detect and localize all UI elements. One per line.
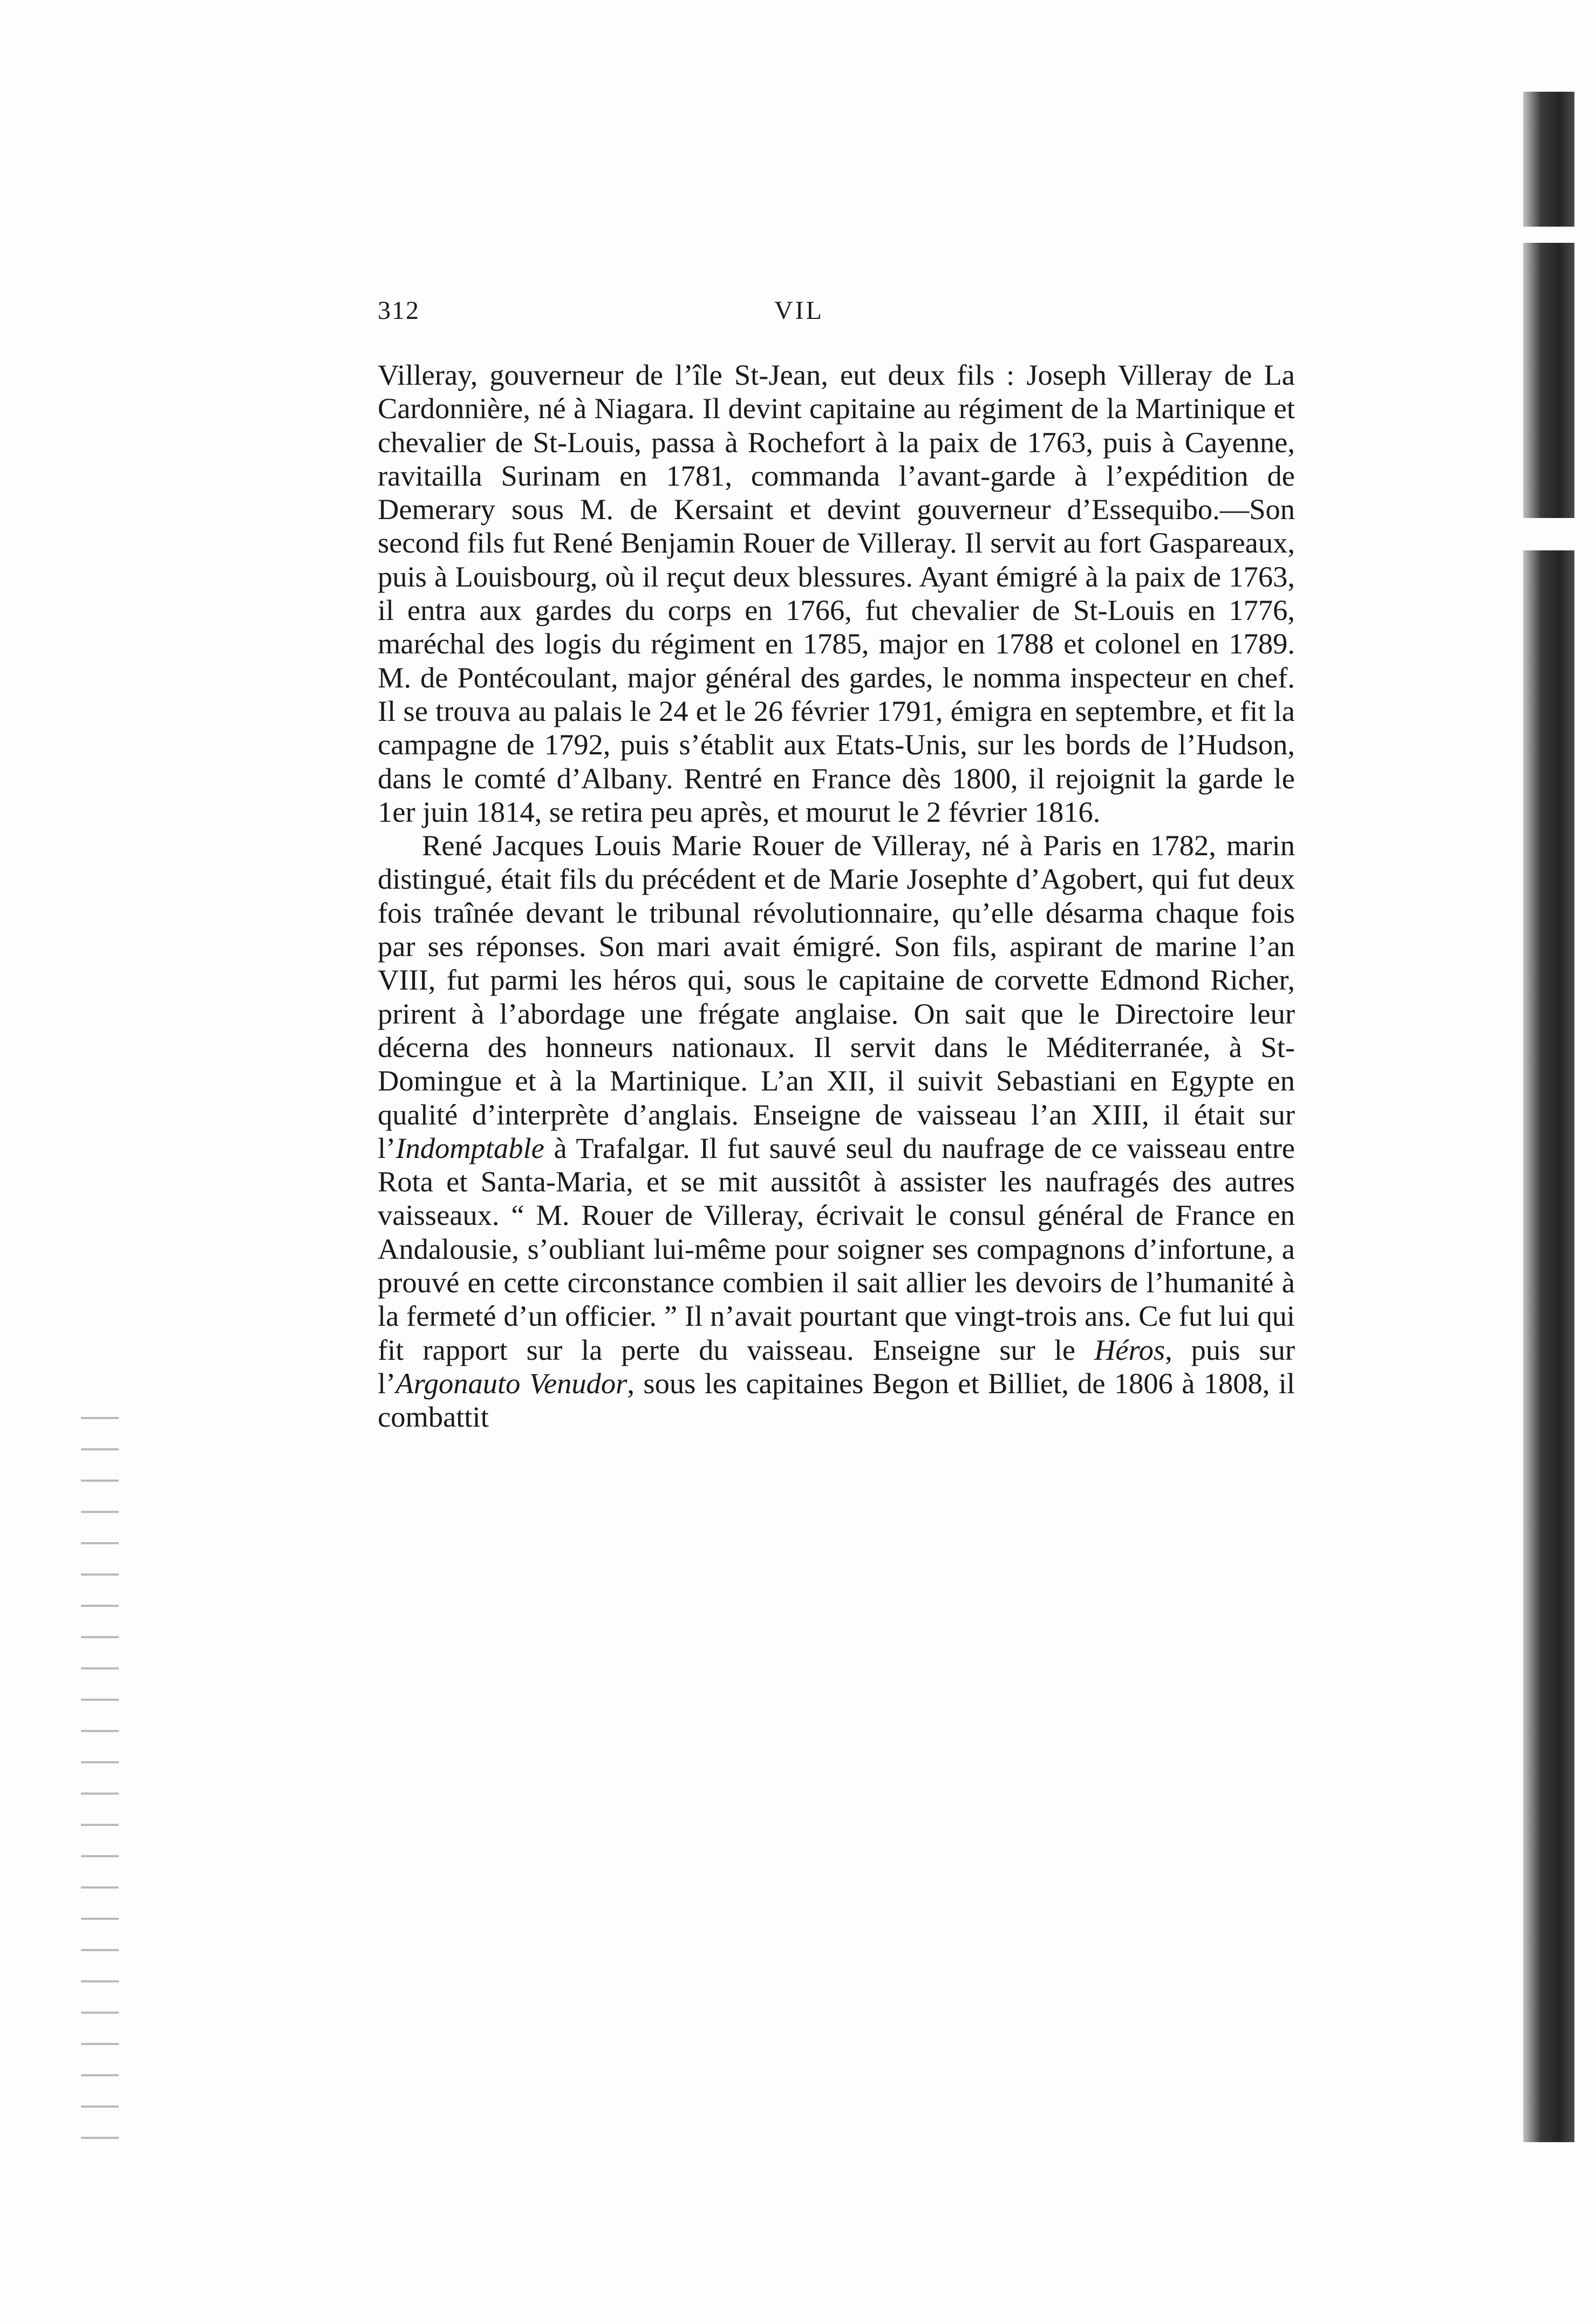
ship-name: Indomptable xyxy=(395,1131,544,1164)
page-edge-specks xyxy=(81,1403,119,2158)
page-number: 312 xyxy=(378,296,420,325)
binding-gap xyxy=(1523,227,1574,243)
paragraph-text: à Trafalgar. Il fut sauvé seul du naufrage de ce vaisseau entre Rota et Santa-Maria, et se mit aussitôt à assister les naufragés des autres vaisseaux. “ M. Rouer de Villeray, écrivait le consul général de France en Andalousie, s’oubliant lui-même pour soigner ses compagnons d’infortune, a prouvé en cette circonstance combien il sait allier les devoirs de l’humanité à la fermeté d’un officier. ” Il n’avait pourtant que vingt-trois ans. Ce fut lui qui fit rapport sur la perte du vaisseau. Enseigne sur le xyxy=(378,1131,1295,1366)
ship-name: Argonauto Venudor xyxy=(395,1366,628,1400)
ship-name: Héros xyxy=(1094,1333,1165,1366)
binding-shadow xyxy=(1523,92,1574,2142)
paragraph xyxy=(378,358,1295,829)
paragraph-text: , sous les capitaines Begon et Billiet, de 1806 à 1808, il combattit xyxy=(378,1366,1295,1434)
paragraph xyxy=(378,829,1295,1434)
paragraph-text: Villeray, gouverneur de l’île St-Jean, eut deux fils : Joseph Villeray de La Cardonnière, né à Niagara. Il devint capitaine au régiment de la Martinique et chevalier de St-Louis, passa à Rochefort à la paix de 1763, puis à Cayenne, ravitailla Surinam en 1781, commanda l’avant-garde à l’expédition de Demerary sous M. de Kersaint et devint gouverneur d’Essequibo.—Son second fils fut René Benjamin Rouer de Villeray. Il servit au fort Gaspareaux, puis à Louisbourg, où il reçut deux blessures. Ayant émigré à la paix de 1763, il entra aux gardes du corps en 1766, fut chevalier de St-Louis en 1776, maréchal des logis du régiment en 1785, major en 1788 et colonel en 1789. M. de Pontécoulant, major général des gardes, le nomma inspecteur en chef. Il se trouva au palais le 24 et le 26 février 1791, émigra en septembre, et fit la campagne de 1792, puis s’établit aux Etats-Unis, sur les bords de l’Hudson, dans le comté d’Albany. Rentré en France dès 1800, il rejoignit la garde le 1er juin 1814, se retira peu après, et mourut le 2 février 1816. xyxy=(378,358,1295,828)
binding-gap xyxy=(1523,518,1574,550)
body-text xyxy=(378,358,1295,1434)
paragraph-text: , puis sur l’ xyxy=(378,1333,1295,1400)
page-header xyxy=(378,296,1295,339)
running-head: VIL xyxy=(774,296,824,325)
paragraph-text: René Jacques Louis Marie Rouer de Villeray, né à Paris en 1782, marin distingué, était fils du précédent et de Marie Josephte d’Agobert, qui fut deux fois traînée devant le tribunal révolutionnaire, qu’elle désarma chaque fois par ses réponses. Son mari avait émigré. Son fils, aspirant de marine l’an VIII, fut parmi les héros qui, sous le capitaine de corvette Edmond Richer, prirent à l’abordage une frégate anglaise. On sait que le Directoire leur décerna des honneurs nationaux. Il servit dans le Méditerranée, à St-Domingue et à la Martinique. L’an XII, il suivit Sebastiani en Egypte en qualité d’interprète d’anglais. Enseigne de vaisseau l’an XIII, il était sur l’ xyxy=(378,829,1295,1164)
